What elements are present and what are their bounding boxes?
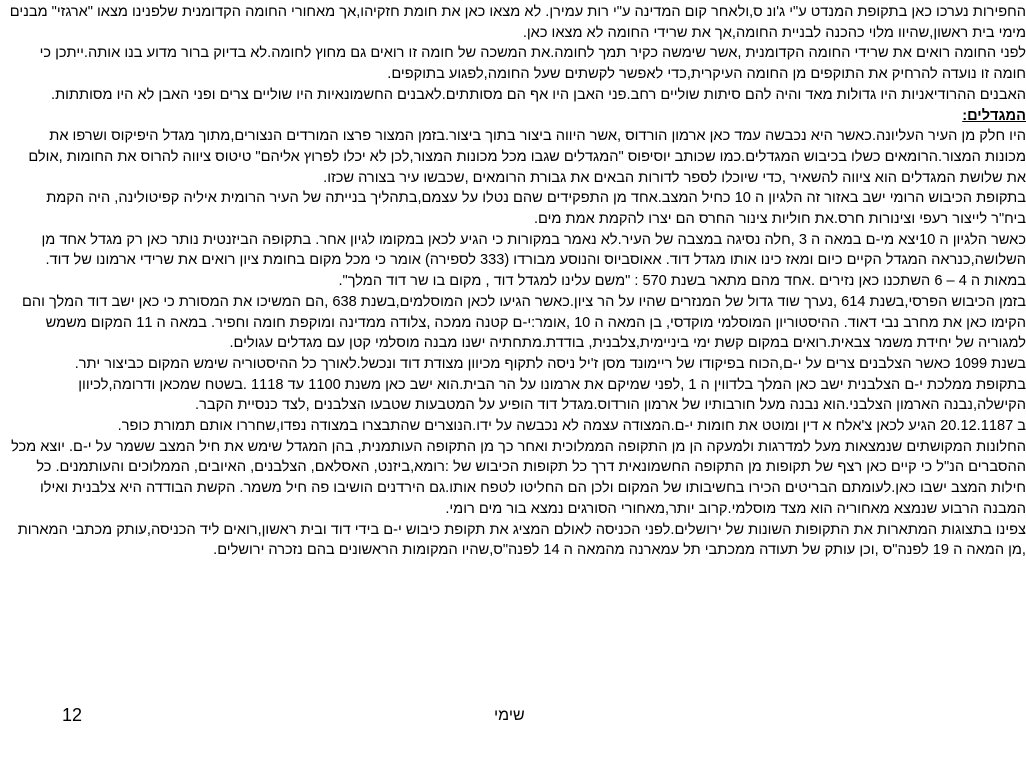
footer-author: שימי xyxy=(494,707,525,724)
paragraph: החלונות המקושתים שנמצאות מעל למדרגות ולמעקה הן מן התקופה הממלוכית ואחר כך מן התקופה העותמנית, בהן המגדל שימש את חיל המצב ששמר על י-ם. יוצא מכל ההסברים הנ"ל כי קיים כאן רצף של תקופות מן התקופה החשמונאית דרך כל תקופות הכיבוש של :רומא,ביזנט, האסלאם, הצלבנים, האיובים, הממלוכים והעותמנים. כל חילות המצב ישבו כאן.לעומתם הבריטים הכירו בחשיבותו של המקום ולכן הם החליטו לטפח אותו.גם הירדנים הושיבו פה חיל משמר. הקשת הבודדה היא צלבנית ואילו המבנה הרבוע שנמצא מאחוריה הוא מצד מוסלמי.קרוב יותר,מאחורי הסורגים נמצא בור מים רומי. xyxy=(11,438,1026,517)
paragraph: ב 20.12.1187 הגיע לכאן צ'אלח א דין ומוטט את חומות י-ם.המצודה עצמה לא נכבשה על ידו.הנוצרים שהתבצרו במצודה נפדו,שחררו אותם תמורת כופר. xyxy=(117,418,1026,435)
page-number: 12 xyxy=(62,705,83,725)
paragraph: בזמן הכיבוש הפרסי,בשנת 614 ,נערך שוד גדול של המנזרים שהיו על הר ציון.כאשר הגיעו לכאן המוסלמים,בשנת 638 ,הם המשיכו את המסורת כי כאן ישב דוד המלך והם הקימו כאן את מחרב נבי דאוד. ההיסטוריון המוסלמי מוקדסי, בן המאה ה 10 ,אומר:י-ם קטנה ממכה ,צלודה ממדינה ומוקפת חומה וחפיר. במאה ה 11 המקום משמש למגוריה של יחידת משמר צבאית.רואים במקום קשת ימי ביניימית,צלבנית, בודדת.מתחתיה ישנו מבנה מוסלמי קטן עם מגדלים עגולים. xyxy=(22,293,1026,352)
paragraph: כאשר הלגיון ה 10יצא מי-ם במאה ה 3 ,חלה נסיגה במצבה של העיר.לא נאמר במקורות כי הגיע לכאן במקומו לגיון אחר. בתקופה הביזנטית נותר כאן רק מגדל אחד מן השלושה,כנראה המגדל הקיים כיום ומאז כינו אותו מגדל דוד. אאוסביוס והנוסע מבורדו (333 לספירה) אומר כי מכל מקום בחומת ציון רואים את שרידי ארמונו של דוד. במאות ה 4 – 6 השתכנו כאן נזירים .אחד מהם מתאר בשנת 570 : "משם עלינו למגדל דוד , מקום בו שר דוד המלך". xyxy=(41,231,1026,290)
paragraph: לפני החומה רואים את שרידי החומה הקדומנית ,אשר שימשה כקיר תמך לחומה.את המשכה של חומה זו רואים גם מחוץ לחומה.לא בדיוק ברור מדוע בנו אותה.ייתכן כי חומה זו נועדה להרחיק את התוקפים מן החומה העיקרית,כדי לאפשר לקשתים שעל החומה,לפגוע בתוקפים. xyxy=(39,45,1026,83)
paragraph: בתקופת ממלכת י-ם הצלבנית ישב כאן המלך בלדווין ה 1 ,לפני שמיקם את ארמונו על הר הבית.הוא ישב כאן משנת 1100 עד 1118 .בשטח שמכאן ודרומה,לכיוון הקישלה,נבנה הארמון הצלבני.הוא נבנה מעל חורבותיו של ארמון הורדוס.מגדל דוד הופיע על המטבעות שטבעו הצלבנים ,לצד כנסיית הקבר. xyxy=(78,376,1026,414)
paragraph: החפירות נערכו כאן בתקופת המנדט ע"י ג'ונ ס,ולאחר קום המדינה ע"י רות עמירן. לא מצאו כאן את חומת חזקיהו,אך מאחורי החומה הקדומנית שלפנינו מצאו "ארגזי" מבנים מימי בית ראשון,שהיוו מלוי כהכנה לבניית החומה,אך את שרידי החומה לא מצאו כאן. xyxy=(9,4,1026,41)
document-page xyxy=(8,0,1026,700)
paragraph: צפינו בתצוגות המתארות את התקופות השונות של ירושלים.לפני הכניסה לאולם המציג את תקופת כיבוש י-ם בידי דוד ובית ראשון,רואים ליד הכניסה,עותק מכתבי המארות ,מן המאה ה 19 לפנה"ס ,וכן עותק של תעודה ממכתבי תל עמארנה מהמאה ה 14 לפנה"ס,שהיו המקומות הראשונים בהם נזכרה ירושלים. xyxy=(17,521,1026,559)
document-body xyxy=(8,0,1026,561)
paragraph: האבנים ההרודיאניות היו גדולות מאד והיה להם סיתות שוליים רחב.פני האבן היו אף הם מסותתים.לאבנים החשמונאיות היו שוליים צרים ופני האבן לא היו מסותתות. xyxy=(51,86,1026,103)
paragraph: בשנת 1099 כאשר הצלבנים צרים על י-ם,הכוח בפיקודו של ריימונד מסן ז'יל ניסה לתקוף מכיוון מצודת דוד ונכשל.לאורך כל ההיסטוריה שימש המקום כביצור יתר. xyxy=(74,355,1026,372)
section-heading-towers: המגדלים: xyxy=(962,107,1026,124)
paragraph: בתקופת הכיבוש הרומי ישב באזור זה הלגיון ה 10 כחיל המצב.אחד מן התפקידים שהם נטלו על עצמם,בתהליך בנייתה של העיר הרומית איליה קפיטולינה, היה הקמת ביח"ר לייצור רעפי וצינורות חרס.את חוליות צינור החרס הם יצרו להקמת אמת מים. xyxy=(46,190,1026,228)
paragraph: היו חלק מן העיר העליונה.כאשר היא נכבשה עמד כאן ארמון הורדוס ,אשר היווה ביצור בתוך ביצור.בזמן המצור פרצו המורדים הנצורים,מתוך מגדל היפיקוס ושרפו את מכונות המצור.הרומאים כשלו בכיבוש המגדלים.כמו שכותב יוסיפוס "המגדלים שגבו מכל מכונות המצור,לכן לא יכלו לפרוץ אליהם" טיטוס ציווה להרוס את החומות ,אולם את שלושת המגדלים הוא ציווה להשאיר ,כדי שיוכלו לספר לדורות הבאים את גבורת הרומאים ,שכבשו עיר בצורה שכזו. xyxy=(28,128,1026,186)
